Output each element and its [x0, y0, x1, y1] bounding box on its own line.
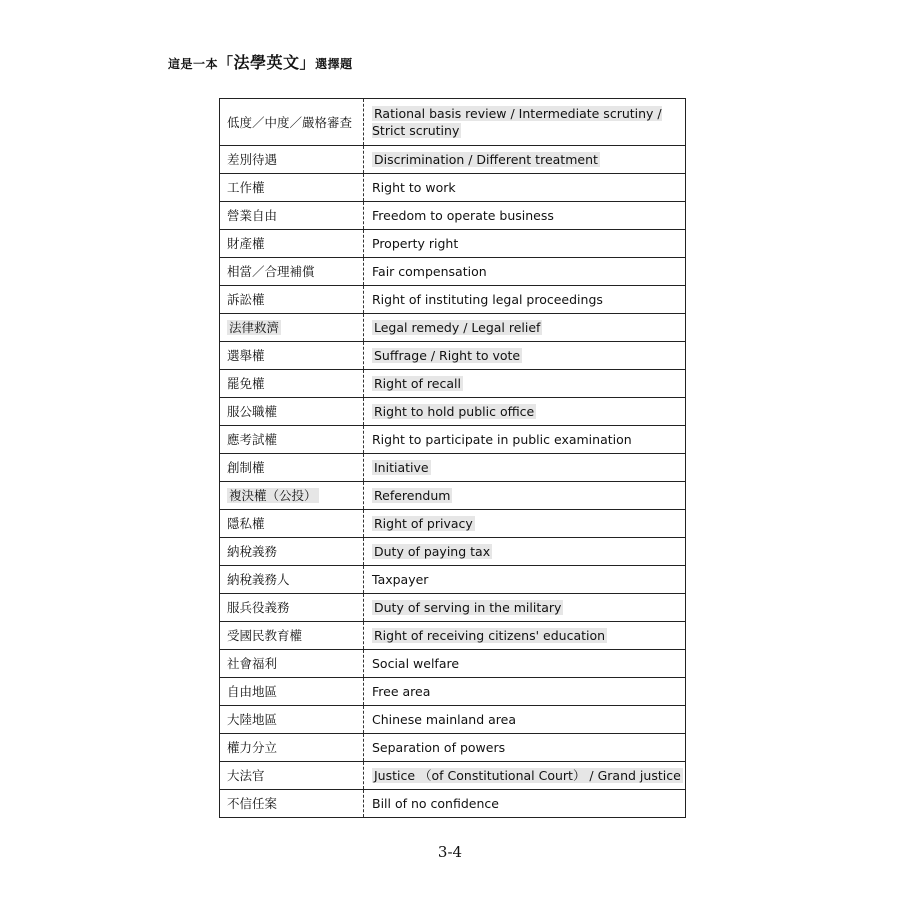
term-chinese-text: 不信任案 — [227, 796, 278, 811]
term-chinese-text: 創制權 — [227, 460, 265, 475]
term-chinese-text: 自由地區 — [227, 684, 278, 699]
running-header — [168, 50, 353, 73]
table-row — [220, 258, 686, 286]
term-chinese — [220, 706, 364, 734]
term-chinese-text: 納稅義務 — [227, 544, 278, 559]
term-english-text: Chinese mainland area — [372, 712, 516, 727]
term-english — [364, 258, 686, 286]
term-chinese — [220, 762, 364, 790]
glossary-body — [220, 99, 686, 818]
term-chinese-text: 大法官 — [227, 768, 265, 783]
term-english-text: Initiative — [374, 460, 429, 475]
term-chinese-text: 服公職權 — [227, 404, 278, 419]
term-chinese — [220, 734, 364, 762]
term-chinese-text: 訴訟權 — [227, 292, 265, 307]
term-chinese-text: 選舉權 — [227, 348, 265, 363]
table-row — [220, 426, 686, 454]
term-chinese — [220, 482, 364, 510]
term-english-text: Bill of no confidence — [372, 796, 499, 811]
term-chinese-text: 社會福利 — [227, 656, 278, 671]
term-english — [364, 790, 686, 818]
term-chinese — [220, 146, 364, 174]
term-chinese-text: 權力分立 — [227, 740, 278, 755]
term-english — [364, 622, 686, 650]
term-english-text: Suffrage / Right to vote — [374, 348, 521, 363]
term-english-text: Free area — [372, 684, 431, 699]
table-row — [220, 174, 686, 202]
header-brand: 法學英文 — [233, 53, 300, 72]
term-english — [364, 174, 686, 202]
table-row — [220, 99, 686, 146]
term-chinese-text: 財產權 — [227, 236, 265, 251]
term-chinese — [220, 622, 364, 650]
table-row — [220, 482, 686, 510]
table-row — [220, 286, 686, 314]
term-chinese — [220, 370, 364, 398]
table-row — [220, 594, 686, 622]
header-prefix: 這是一本 — [168, 57, 219, 71]
term-chinese-text: 差別待遇 — [227, 152, 278, 167]
term-english — [364, 202, 686, 230]
term-chinese — [220, 342, 364, 370]
table-row — [220, 790, 686, 818]
term-chinese — [220, 398, 364, 426]
term-english — [364, 482, 686, 510]
term-english-text: Freedom to operate business — [372, 208, 554, 223]
term-english — [364, 678, 686, 706]
table-row — [220, 398, 686, 426]
term-english-text: Discrimination / Different treatment — [374, 152, 598, 167]
term-chinese-text: 受國民教育權 — [227, 628, 303, 643]
term-chinese — [220, 174, 364, 202]
term-chinese — [220, 538, 364, 566]
term-chinese — [220, 99, 364, 146]
term-chinese-text: 應考試權 — [227, 432, 278, 447]
term-english-text: Right of recall — [374, 376, 461, 391]
term-english — [364, 762, 686, 790]
term-english-text: Fair compensation — [372, 264, 487, 279]
term-english — [364, 398, 686, 426]
term-english — [364, 510, 686, 538]
table-row — [220, 538, 686, 566]
term-english-text: Right to work — [372, 180, 456, 195]
term-english-text: Right of instituting legal proceedings — [372, 292, 603, 307]
term-english — [364, 454, 686, 482]
page-number: 3-4 — [437, 843, 463, 861]
table-row — [220, 762, 686, 790]
term-chinese-text: 服兵役義務 — [227, 600, 290, 615]
table-row — [220, 734, 686, 762]
term-english-text: Legal remedy / Legal relief — [374, 320, 541, 335]
term-english — [364, 734, 686, 762]
term-chinese-text: 複決權（公投） — [229, 488, 317, 503]
table-row — [220, 230, 686, 258]
term-chinese — [220, 566, 364, 594]
table-row — [220, 706, 686, 734]
term-english — [364, 370, 686, 398]
term-chinese — [220, 510, 364, 538]
term-english — [364, 566, 686, 594]
term-english-text: Right to hold public office — [374, 404, 535, 419]
header-open-quote: 「 — [218, 54, 234, 72]
term-english — [364, 99, 686, 146]
table-row — [220, 678, 686, 706]
term-chinese-text: 工作權 — [227, 180, 265, 195]
table-row — [220, 622, 686, 650]
term-english — [364, 538, 686, 566]
table-row — [220, 370, 686, 398]
term-chinese — [220, 202, 364, 230]
table-row — [220, 314, 686, 342]
term-english — [364, 286, 686, 314]
table-row — [220, 510, 686, 538]
term-chinese — [220, 286, 364, 314]
term-chinese-text: 法律救濟 — [229, 320, 280, 335]
term-english — [364, 314, 686, 342]
term-english-text: Separation of powers — [372, 740, 506, 755]
term-chinese — [220, 594, 364, 622]
term-english-text: Duty of serving in the military — [374, 600, 562, 615]
term-english-text: Right to participate in public examination — [372, 432, 632, 447]
term-english-text: Property right — [372, 236, 459, 251]
term-chinese — [220, 454, 364, 482]
term-chinese-text: 隱私權 — [227, 516, 265, 531]
term-english-text: Right of receiving citizens' education — [374, 628, 606, 643]
term-english — [364, 342, 686, 370]
term-chinese — [220, 650, 364, 678]
term-chinese-text: 大陸地區 — [227, 712, 278, 727]
term-chinese-text: 納稅義務人 — [227, 572, 290, 587]
term-english-text: Justice （of Constitutional Court） / Grand justice — [374, 768, 681, 783]
term-english-text: Taxpayer — [372, 572, 429, 587]
table-row — [220, 342, 686, 370]
term-english-text: Right of privacy — [374, 516, 473, 531]
term-chinese-text: 營業自由 — [227, 208, 278, 223]
table-row — [220, 454, 686, 482]
term-chinese — [220, 314, 364, 342]
header-suffix: 選擇題 — [315, 57, 353, 71]
term-chinese — [220, 258, 364, 286]
term-english — [364, 146, 686, 174]
term-chinese — [220, 790, 364, 818]
term-english — [364, 426, 686, 454]
term-chinese-text: 相當／合理補償 — [227, 264, 315, 279]
table-row — [220, 146, 686, 174]
term-chinese-text: 低度／中度／嚴格審查 — [227, 114, 353, 130]
term-chinese — [220, 426, 364, 454]
term-english-text: Social welfare — [372, 656, 460, 671]
term-english — [364, 230, 686, 258]
term-english — [364, 706, 686, 734]
glossary-table — [219, 98, 686, 818]
term-chinese-text: 罷免權 — [227, 376, 265, 391]
term-chinese — [220, 678, 364, 706]
table-row — [220, 650, 686, 678]
header-close-quote: 」 — [299, 54, 316, 72]
table-row — [220, 202, 686, 230]
term-chinese — [220, 230, 364, 258]
term-english — [364, 650, 686, 678]
term-english-text: Rational basis review / Intermediate scrutiny / Strict scrutiny — [372, 106, 662, 138]
term-english-text: Duty of paying tax — [374, 544, 491, 559]
term-english — [364, 594, 686, 622]
term-english-text: Referendum — [374, 488, 451, 503]
table-row — [220, 566, 686, 594]
